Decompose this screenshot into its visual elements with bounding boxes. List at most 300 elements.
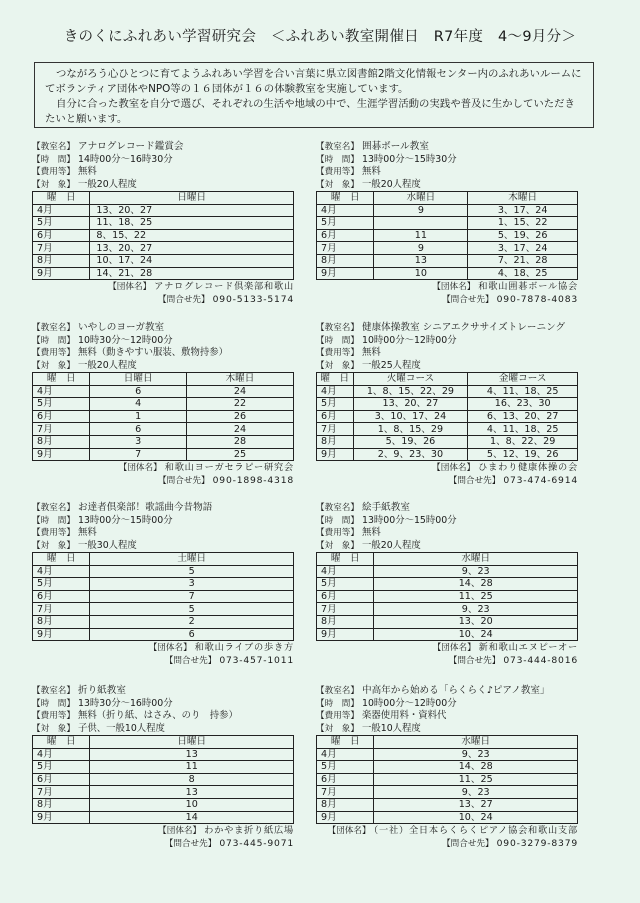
table-header-row xyxy=(33,553,294,566)
classroom-name-row xyxy=(32,502,294,515)
month-cell: 8月 xyxy=(317,798,374,811)
table-row xyxy=(317,615,578,628)
contact-phone-label: 【問合せ先】 xyxy=(442,839,494,850)
classroom-name-label: 【教室名】 xyxy=(316,686,359,696)
date-cell: 16、23、30 xyxy=(468,398,578,411)
schedule-table xyxy=(316,191,578,280)
table-row xyxy=(33,798,294,811)
intro-paragraph: つながろう心ひとつに育てようふれあい学習を合い言葉に県立図書館2階文化情報センター内のふれあいルームにてボランティア団体やNPO等の１６団体が１６の体験教室を実施しています。 xyxy=(45,68,582,95)
date-cell: 10 xyxy=(374,267,468,280)
classroom-name: 中高年から始める「らくらく♪ピアノ教室」 xyxy=(361,685,550,696)
contact-phone: 090-7878-4083 xyxy=(496,294,578,306)
class-target-label: 【対 象】 xyxy=(32,179,75,190)
month-cell: 9月 xyxy=(317,811,374,824)
class-fee-label: 【費用等】 xyxy=(32,348,75,358)
class-fee: 無料 xyxy=(77,166,97,177)
month-cell: 4月 xyxy=(317,204,374,217)
table-row xyxy=(317,385,578,398)
month-cell: 5月 xyxy=(317,578,374,591)
table-header-cell: 木曜日 xyxy=(468,192,578,205)
contact-phone: 073-444-8016 xyxy=(503,655,578,667)
group-name-label: 【団体名】 xyxy=(327,826,371,837)
date-cell: 13、27 xyxy=(374,798,578,811)
table-row xyxy=(33,398,294,411)
class-time-row xyxy=(32,515,294,528)
contact-phone: 073-474-6914 xyxy=(503,475,578,487)
contact-phone: 090-1898-4318 xyxy=(212,475,294,487)
month-cell: 8月 xyxy=(33,798,90,811)
class-target-row xyxy=(316,540,578,553)
classroom-name-row xyxy=(32,685,294,698)
classroom-name-label: 【教室名】 xyxy=(316,142,359,152)
table-header-row xyxy=(317,192,578,205)
table-row xyxy=(33,761,294,774)
class-time: 13時00分～15時30分 xyxy=(361,153,457,165)
contact-phone-row xyxy=(32,654,294,667)
class-target-row xyxy=(316,723,578,736)
date-cell: 25 xyxy=(186,448,293,461)
table-header-cell: 曜 日 xyxy=(33,553,90,566)
classroom-card xyxy=(32,502,294,667)
class-time-label: 【時 間】 xyxy=(316,154,359,165)
class-time: 13時00分～15時00分 xyxy=(361,514,457,526)
intro-box xyxy=(34,62,594,128)
schedule-table xyxy=(316,735,578,824)
month-cell: 5月 xyxy=(33,578,90,591)
date-cell: 11、25 xyxy=(374,590,578,603)
classroom-card xyxy=(32,141,294,306)
group-name-label: 【団体名】 xyxy=(148,643,192,654)
month-cell: 5月 xyxy=(33,217,90,230)
month-cell: 4月 xyxy=(33,385,90,398)
date-cell: 4、11、18、25 xyxy=(468,385,578,398)
group-name: アナログレコード倶楽部和歌山 xyxy=(154,281,294,293)
date-cell: 3 xyxy=(90,578,294,591)
month-cell: 9月 xyxy=(33,448,90,461)
date-cell: 9 xyxy=(374,204,468,217)
month-cell: 4月 xyxy=(33,204,90,217)
table-row xyxy=(33,773,294,786)
class-target-row xyxy=(32,540,294,553)
contact-phone-row xyxy=(32,837,294,850)
date-cell: 7 xyxy=(90,590,294,603)
class-fee-label: 【費用等】 xyxy=(316,711,359,721)
class-fee-row xyxy=(32,166,294,179)
table-row xyxy=(33,615,294,628)
month-cell: 8月 xyxy=(317,435,354,448)
month-cell: 5月 xyxy=(317,398,354,411)
date-cell: 3、10、17、24 xyxy=(353,410,468,423)
date-cell: 7 xyxy=(90,448,187,461)
table-row xyxy=(317,229,578,242)
date-cell: 1 xyxy=(90,410,187,423)
contact-phone-row xyxy=(316,293,578,306)
table-header-row xyxy=(317,553,578,566)
month-cell: 5月 xyxy=(317,217,374,230)
date-cell: 1、8、15、22、29 xyxy=(353,385,468,398)
class-target: 一般20人程度 xyxy=(361,539,421,551)
class-fee-row xyxy=(316,347,578,360)
date-cell: 14 xyxy=(90,811,294,824)
contact-phone: 090-5133-5174 xyxy=(212,294,294,306)
class-time-label: 【時 間】 xyxy=(316,335,359,346)
month-cell: 4月 xyxy=(317,748,374,761)
date-cell: 10 xyxy=(90,798,294,811)
date-cell: 14、28 xyxy=(374,578,578,591)
class-fee: 無料 xyxy=(77,527,97,538)
classroom-name: 囲碁ボール教室 xyxy=(361,141,429,152)
group-name-label: 【団体名】 xyxy=(118,463,162,474)
table-header-cell: 曜 日 xyxy=(317,736,374,749)
table-row xyxy=(33,435,294,448)
class-target: 一般10人程度 xyxy=(361,722,421,734)
month-cell: 6月 xyxy=(317,229,374,242)
table-row xyxy=(317,217,578,230)
month-cell: 9月 xyxy=(33,628,90,641)
date-cell: 2 xyxy=(90,615,294,628)
classroom-name-label: 【教室名】 xyxy=(32,323,75,333)
contact-phone-label: 【問合せ先】 xyxy=(158,295,210,306)
table-row xyxy=(317,578,578,591)
group-name-label: 【団体名】 xyxy=(158,826,202,837)
month-cell: 8月 xyxy=(33,435,90,448)
table-row xyxy=(317,590,578,603)
date-cell: 13、20 xyxy=(374,615,578,628)
table-row xyxy=(33,748,294,761)
class-fee-label: 【費用等】 xyxy=(32,167,75,177)
group-name: 和歌山囲碁ボール協会 xyxy=(478,281,578,293)
table-row xyxy=(317,811,578,824)
month-cell: 5月 xyxy=(33,761,90,774)
class-time-row xyxy=(316,335,578,348)
date-cell: 6 xyxy=(90,385,187,398)
table-row xyxy=(33,204,294,217)
class-fee-label: 【費用等】 xyxy=(316,528,359,538)
class-target-label: 【対 象】 xyxy=(32,540,75,551)
table-header-cell: 土曜日 xyxy=(90,553,294,566)
table-header-cell: 曜 日 xyxy=(33,736,90,749)
month-cell: 8月 xyxy=(317,254,374,267)
table-row xyxy=(317,798,578,811)
date-cell: 3、17、24 xyxy=(468,204,578,217)
group-name-label: 【団体名】 xyxy=(432,643,476,654)
group-name: ひまわり健康体操の会 xyxy=(478,462,578,474)
classroom-card xyxy=(32,322,294,487)
class-target: 一般20人程度 xyxy=(77,359,137,371)
month-cell: 9月 xyxy=(317,448,354,461)
contact-phone-label: 【問合せ先】 xyxy=(448,476,501,487)
contact-phone-label: 【問合せ先】 xyxy=(158,476,210,487)
contact-phone-row xyxy=(32,474,294,487)
contact-phone-label: 【問合せ先】 xyxy=(164,839,217,850)
date-cell: 1、8、15、29 xyxy=(353,423,468,436)
month-cell: 7月 xyxy=(317,242,374,255)
date-cell: 4、11、18、25 xyxy=(468,423,578,436)
table-header-cell: 曜 日 xyxy=(33,373,90,386)
table-row xyxy=(317,423,578,436)
contact-phone-row xyxy=(316,837,578,850)
class-target: 子供、一般10人程度 xyxy=(77,722,165,734)
class-target-row xyxy=(316,179,578,192)
classroom-name-label: 【教室名】 xyxy=(316,323,359,333)
class-fee-row xyxy=(32,710,294,723)
classroom-name-label: 【教室名】 xyxy=(32,142,75,152)
group-name-label: 【団体名】 xyxy=(108,282,152,293)
class-target-row xyxy=(32,179,294,192)
class-time-row xyxy=(32,698,294,711)
table-row xyxy=(317,565,578,578)
group-name-row xyxy=(316,280,578,293)
month-cell: 4月 xyxy=(33,748,90,761)
class-fee-row xyxy=(32,347,294,360)
table-row xyxy=(317,628,578,641)
schedule-table xyxy=(32,552,294,641)
month-cell: 7月 xyxy=(33,603,90,616)
table-row xyxy=(33,267,294,280)
table-row xyxy=(33,811,294,824)
contact-phone-label: 【問合せ先】 xyxy=(448,656,501,667)
group-name-row xyxy=(32,824,294,837)
class-target: 一般30人程度 xyxy=(77,539,137,551)
classroom-name-row xyxy=(32,322,294,335)
table-header-row xyxy=(317,736,578,749)
contact-phone-label: 【問合せ先】 xyxy=(164,656,217,667)
class-target: 一般20人程度 xyxy=(77,178,137,190)
class-fee-row xyxy=(32,527,294,540)
classroom-name-row xyxy=(316,322,578,335)
table-row xyxy=(317,761,578,774)
table-header-cell: 水曜日 xyxy=(374,736,578,749)
date-cell: 10、24 xyxy=(374,628,578,641)
class-time-row xyxy=(316,154,578,167)
date-cell: 11、25 xyxy=(374,773,578,786)
class-fee-row xyxy=(316,166,578,179)
date-cell: 1、8、22、29 xyxy=(468,435,578,448)
month-cell: 7月 xyxy=(317,423,354,436)
table-row xyxy=(317,435,578,448)
table-header-cell: 日曜日 xyxy=(90,736,294,749)
class-time: 13時00分～15時00分 xyxy=(77,514,173,526)
table-row xyxy=(33,578,294,591)
table-header-cell: 日曜日 xyxy=(90,192,294,205)
date-cell: 6 xyxy=(90,628,294,641)
month-cell: 8月 xyxy=(33,615,90,628)
table-header-row xyxy=(33,736,294,749)
contact-phone-row xyxy=(32,293,294,306)
date-cell: 14、28 xyxy=(374,761,578,774)
date-cell: 5、12、19、26 xyxy=(468,448,578,461)
classroom-name: 絵手紙教室 xyxy=(361,502,410,513)
date-cell: 3、17、24 xyxy=(468,242,578,255)
classroom-name-label: 【教室名】 xyxy=(316,503,359,513)
date-cell: 13、20、27 xyxy=(90,242,294,255)
group-name: わかやま折り紙広場 xyxy=(204,825,294,837)
classroom-card xyxy=(316,141,578,306)
date-cell: 9、23 xyxy=(374,565,578,578)
date-cell: 13、20、27 xyxy=(90,204,294,217)
class-target-row xyxy=(316,360,578,373)
table-row xyxy=(33,254,294,267)
class-time-row xyxy=(316,698,578,711)
table-row xyxy=(317,748,578,761)
month-cell: 5月 xyxy=(33,398,90,411)
month-cell: 8月 xyxy=(317,615,374,628)
class-fee: 無料（折り紙、はさみ、のり 持参） xyxy=(77,710,238,721)
class-time-label: 【時 間】 xyxy=(32,698,75,709)
classroom-card xyxy=(316,502,578,667)
table-header-cell: 水曜日 xyxy=(374,192,468,205)
contact-phone: 090-3279-8379 xyxy=(496,838,578,850)
schedule-table xyxy=(32,191,294,280)
table-row xyxy=(33,217,294,230)
date-cell: 4 xyxy=(90,398,187,411)
classroom-name: アナログレコード鑑賞会 xyxy=(77,141,184,152)
month-cell: 6月 xyxy=(33,229,90,242)
class-target-row xyxy=(32,360,294,373)
class-time: 10時00分～12時00分 xyxy=(361,334,457,346)
table-row xyxy=(33,603,294,616)
class-target-label: 【対 象】 xyxy=(316,179,359,190)
date-cell: 10、17、24 xyxy=(90,254,294,267)
group-name-label: 【団体名】 xyxy=(432,463,476,474)
table-row xyxy=(33,242,294,255)
table-row xyxy=(317,410,578,423)
month-cell: 6月 xyxy=(317,410,354,423)
date-cell: 5、19、26 xyxy=(468,229,578,242)
classroom-card xyxy=(32,685,294,850)
class-fee: 無料 xyxy=(361,166,381,177)
classroom-name: いやしのヨーガ教室 xyxy=(77,322,165,333)
table-row xyxy=(33,385,294,398)
table-row xyxy=(33,565,294,578)
date-cell: 26 xyxy=(186,410,293,423)
class-fee: 無料（動きやすい服装、敷物持参） xyxy=(77,347,228,358)
table-header-cell: 曜 日 xyxy=(317,192,374,205)
table-header-cell: 火曜コース xyxy=(353,373,468,386)
date-cell: 8 xyxy=(90,773,294,786)
class-target-label: 【対 象】 xyxy=(32,723,75,734)
date-cell xyxy=(374,217,468,230)
schedule-table xyxy=(32,735,294,824)
table-header-cell: 曜 日 xyxy=(317,553,374,566)
classroom-card xyxy=(316,685,578,850)
table-header-row xyxy=(33,373,294,386)
table-row xyxy=(317,254,578,267)
class-time-label: 【時 間】 xyxy=(316,515,359,526)
class-target-row xyxy=(32,723,294,736)
class-target-label: 【対 象】 xyxy=(316,360,359,371)
classroom-name-label: 【教室名】 xyxy=(32,686,75,696)
class-time: 13時30分～16時00分 xyxy=(77,697,173,709)
class-target: 一般25人程度 xyxy=(361,359,421,371)
month-cell: 6月 xyxy=(317,773,374,786)
table-row xyxy=(33,410,294,423)
table-row xyxy=(317,773,578,786)
date-cell: 28 xyxy=(186,435,293,448)
month-cell: 6月 xyxy=(33,410,90,423)
date-cell: 2、9、23、30 xyxy=(353,448,468,461)
class-fee-label: 【費用等】 xyxy=(316,167,359,177)
contact-phone-row xyxy=(316,654,578,667)
classroom-name: お達者倶楽部！歌謡曲今昔物語 xyxy=(77,502,213,513)
date-cell: 11 xyxy=(90,761,294,774)
classroom-name: 健康体操教室 シニアエクササイズトレーニング xyxy=(361,322,566,333)
class-fee-label: 【費用等】 xyxy=(32,711,75,721)
table-header-cell: 水曜日 xyxy=(374,553,578,566)
table-header-cell: 日曜日 xyxy=(90,373,187,386)
table-row xyxy=(33,628,294,641)
month-cell: 9月 xyxy=(317,267,374,280)
table-header-cell: 曜 日 xyxy=(33,192,90,205)
table-row xyxy=(33,590,294,603)
classroom-card xyxy=(316,322,578,487)
classroom-name-row xyxy=(32,141,294,154)
schedule-table xyxy=(316,372,578,461)
date-cell: 1、15、22 xyxy=(468,217,578,230)
contact-phone-label: 【問合せ先】 xyxy=(442,295,494,306)
classroom-name-row xyxy=(316,685,578,698)
date-cell: 5、19、26 xyxy=(353,435,468,448)
date-cell: 6、13、20、27 xyxy=(468,410,578,423)
date-cell: 13 xyxy=(90,748,294,761)
table-header-cell: 金曜コース xyxy=(468,373,578,386)
month-cell: 9月 xyxy=(33,811,90,824)
table-row xyxy=(33,423,294,436)
class-fee-label: 【費用等】 xyxy=(316,348,359,358)
class-time: 14時00分～16時30分 xyxy=(77,153,173,165)
month-cell: 8月 xyxy=(33,254,90,267)
group-name-row xyxy=(32,280,294,293)
month-cell: 4月 xyxy=(317,385,354,398)
classroom-name: 折り紙教室 xyxy=(77,685,126,696)
date-cell: 9 xyxy=(374,242,468,255)
date-cell: 6 xyxy=(90,423,187,436)
class-time-label: 【時 間】 xyxy=(316,698,359,709)
schedule-table xyxy=(32,372,294,461)
class-time-row xyxy=(316,515,578,528)
classroom-name-label: 【教室名】 xyxy=(32,503,75,513)
contact-phone: 073-445-9071 xyxy=(219,838,294,850)
class-target-label: 【対 象】 xyxy=(316,540,359,551)
classroom-name-row xyxy=(316,141,578,154)
class-target: 一般20人程度 xyxy=(361,178,421,190)
month-cell: 7月 xyxy=(317,603,374,616)
table-row xyxy=(33,229,294,242)
month-cell: 7月 xyxy=(317,786,374,799)
group-name: 新和歌山エヌピーオー xyxy=(478,642,578,654)
month-cell: 9月 xyxy=(33,267,90,280)
month-cell: 5月 xyxy=(317,761,374,774)
date-cell: 10、24 xyxy=(374,811,578,824)
class-target-label: 【対 象】 xyxy=(316,723,359,734)
month-cell: 7月 xyxy=(33,242,90,255)
date-cell: 22 xyxy=(186,398,293,411)
class-fee: 楽器使用料・資料代 xyxy=(361,710,447,721)
group-name: （一社）全日本らくらくピアノ協会和歌山支部 xyxy=(373,825,578,837)
group-name: 和歌山ヨーガセラピー研究会 xyxy=(164,462,294,474)
date-cell: 5 xyxy=(90,603,294,616)
intro-paragraph: 自分に合った教室を自分で選び、それぞれの生活や地域の中で、生涯学習活動の実践や普及に生かしていただきたいと願います。 xyxy=(45,98,575,125)
class-fee: 無料 xyxy=(361,527,381,538)
date-cell: 9、23 xyxy=(374,748,578,761)
class-fee: 無料 xyxy=(361,347,381,358)
date-cell: 7、21、28 xyxy=(468,254,578,267)
group-name-row xyxy=(32,461,294,474)
month-cell: 7月 xyxy=(33,786,90,799)
group-name-row xyxy=(316,461,578,474)
group-name-row xyxy=(316,641,578,654)
month-cell: 6月 xyxy=(33,590,90,603)
